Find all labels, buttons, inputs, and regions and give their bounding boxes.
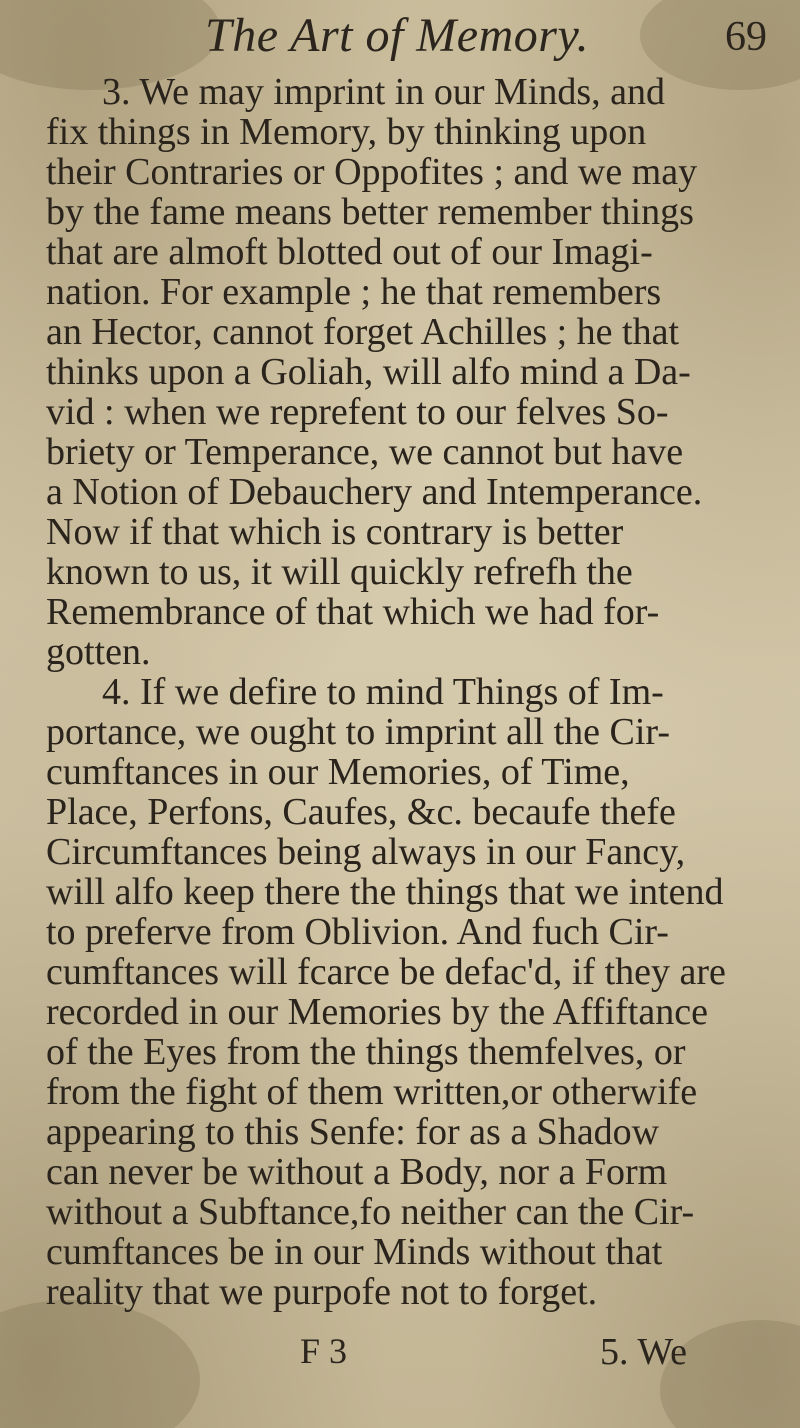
- running-title: The Art of Memory.: [205, 9, 590, 62]
- text-line: will alfo keep there the things that we intend: [46, 871, 724, 913]
- text-line: nation. For example ; he that remembers: [46, 271, 662, 313]
- text-line: appearing to this Senfe: for as a Shadow: [46, 1111, 660, 1153]
- text-line: that are almoft blotted out of our Imagi-: [46, 231, 653, 273]
- text-line: vid : when we reprefent to our felves So-: [46, 391, 669, 433]
- text-line: 4. If we defire to mind Things of Im-: [102, 671, 664, 713]
- text-line: a Notion of Debauchery and Intemperance.: [46, 471, 703, 513]
- text-line: Circumftances being always in our Fancy,: [46, 831, 686, 873]
- catchword: 5. We: [600, 1331, 688, 1373]
- text-line: recorded in our Memories by the Affiftance: [46, 991, 708, 1033]
- text-line: their Contraries or Oppofites ; and we may: [46, 151, 698, 193]
- text-line: from the fight of them written,or otherwife: [46, 1071, 698, 1113]
- page-number: 69: [725, 14, 767, 60]
- text-line: Remembrance of that which we had for-: [46, 591, 660, 633]
- text-line: cumftances be in our Minds without that: [46, 1231, 663, 1273]
- text-line: 3. We may imprint in our Minds, and: [102, 71, 666, 113]
- paper-stain: [0, 1300, 200, 1428]
- text-line: cumftances will fcarce be defac'd, if they are: [46, 951, 726, 993]
- text-line: Place, Perfons, Caufes, &c. becaufe thefe: [46, 791, 676, 833]
- text-line: can never be without a Body, nor a Form: [46, 1151, 668, 1193]
- text-line: reality that we purpofe not to forget.: [46, 1271, 598, 1313]
- text-line: gotten.: [46, 631, 151, 673]
- text-line: of the Eyes from the things themfelves, or: [46, 1031, 686, 1073]
- text-line: without a Subftance,fo neither can the Cir-: [46, 1191, 695, 1233]
- text-line: Now if that which is contrary is better: [46, 511, 624, 553]
- text-line: by the fame means better remember things: [46, 191, 694, 233]
- text-line: an Hector, cannot forget Achilles ; he that: [46, 311, 680, 353]
- text-line: portance, we ought to imprint all the Cir-: [46, 711, 670, 753]
- signature-mark: F 3: [300, 1331, 348, 1371]
- text-line: known to us, it will quickly refrefh the: [46, 551, 633, 593]
- text-line: thinks upon a Goliah, will alfo mind a Da-: [46, 351, 691, 393]
- text-line: to preferve from Oblivion. And fuch Cir-: [46, 911, 669, 953]
- text-line: briety or Temperance, we cannot but have: [46, 431, 684, 473]
- page-header: [0, 8, 800, 68]
- text-line: fix things in Memory, by thinking upon: [46, 111, 647, 153]
- text-line: cumftances in our Memories, of Time,: [46, 751, 630, 793]
